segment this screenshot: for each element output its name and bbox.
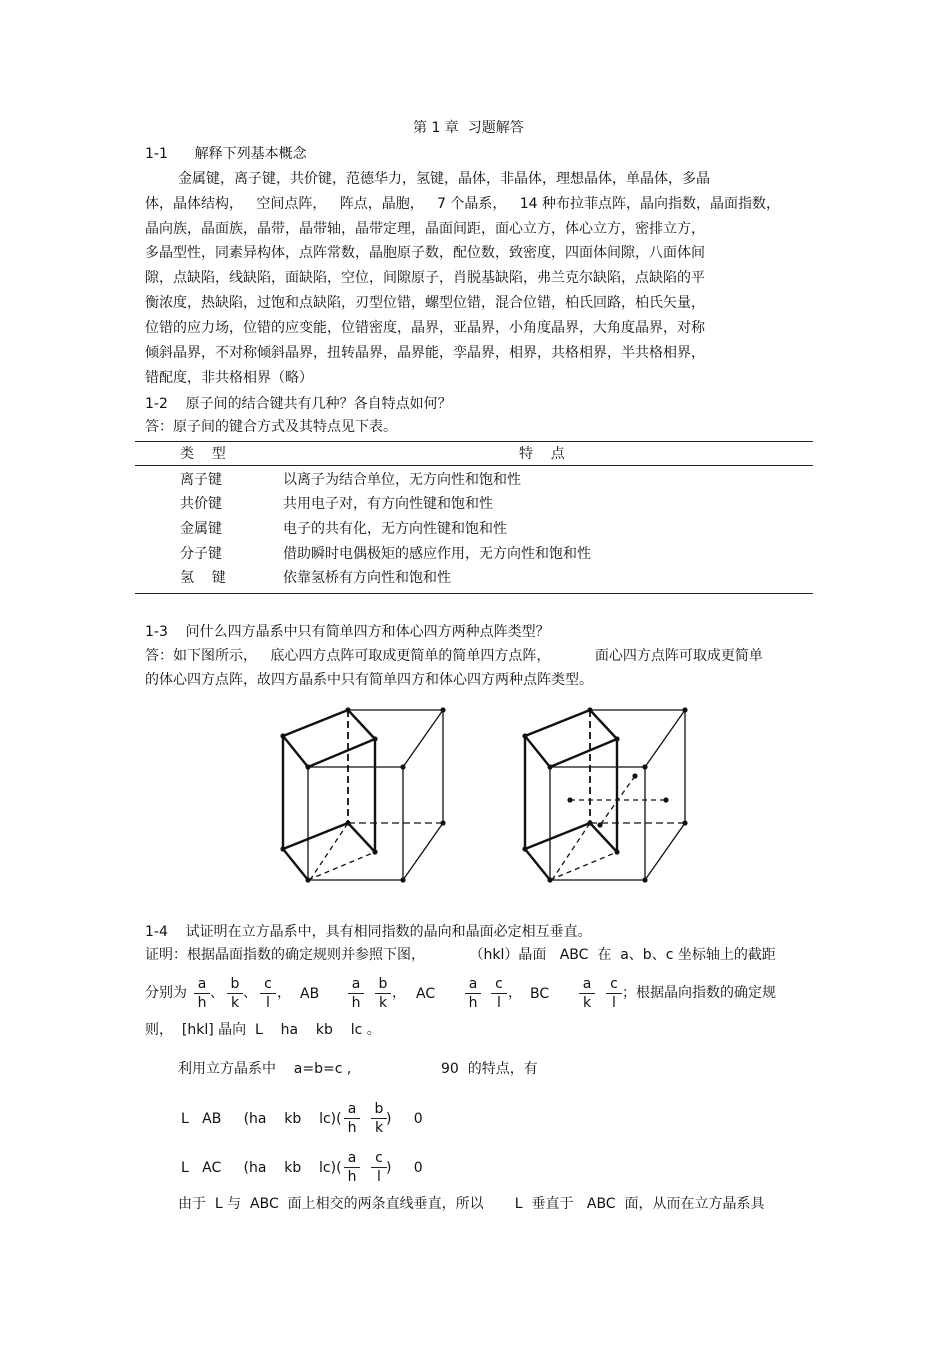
table-cell-feature: 借助瞬时电偶极矩的感应作用，无方向性和饱和性 xyxy=(283,546,591,562)
q3-answer-line: 的体心四方点阵，故四方晶系中只有简单四方和体心四方两种点阵类型。 xyxy=(145,672,593,688)
intercepts-prefix: 分别为 xyxy=(145,985,187,1001)
separator: ， xyxy=(392,985,406,1001)
table-cell-feature: 依靠氢桥有方向性和饱和性 xyxy=(283,570,451,586)
q2-answer: 答：原子间的键合方式及其特点见下表。 xyxy=(145,419,397,435)
q1-line: 隙，点缺陷，线缺陷，面缺陷，空位，间隙原子，肖脱基缺陷，弗兰克尔缺陷，点缺陷的平 xyxy=(145,270,705,286)
q3-answer-line: 答：如下图所示， 底心四方点阵可取成更简单的简单四方点阵， 面心四方点阵可取成更简单 xyxy=(145,648,763,664)
q1-line: 倾斜晶界，不对称倾斜晶界，扭转晶界，晶界能，孪晶界，相界，共格相界，半共格相界， xyxy=(145,345,705,361)
intercepts-suffix: ；根据晶向指数的确定规 xyxy=(622,985,776,1001)
fraction: c l xyxy=(260,977,276,1010)
cubic-condition-b: 90 的特点，有 xyxy=(441,1061,538,1077)
table-header-type: 类 型 xyxy=(180,446,226,462)
table-cell-feature: 以离子为结合单位，无方向性和饱和性 xyxy=(283,472,521,488)
equation-1-left: L AB (ha kb lc)( xyxy=(181,1111,342,1127)
fraction: a h xyxy=(465,977,481,1010)
equation-2-left: L AC (ha kb lc)( xyxy=(181,1160,342,1176)
fraction: a h xyxy=(348,977,364,1010)
q1-line: 衡浓度，热缺陷，过饱和点缺陷，刃型位错，螺型位错，混合位错，柏氏回路，柏氏矢量， xyxy=(145,295,705,311)
q1-line: 位错的应力场，位错的应变能，位错密度，晶界，亚晶界，小角度晶界，大角度晶界，对称 xyxy=(145,320,705,336)
table-cell-feature: 电子的共有化，无方向性键和饱和性 xyxy=(283,521,507,537)
fraction: c l xyxy=(371,1151,387,1184)
fraction: a h xyxy=(194,977,210,1010)
fraction: b k xyxy=(227,977,243,1010)
table-cell-type: 共价键 xyxy=(180,496,222,512)
separator: ， xyxy=(277,985,291,1001)
base-centered-tetragonal-figure xyxy=(270,700,450,890)
vector-ab-label: AB xyxy=(300,986,320,1002)
separator: 、 xyxy=(210,985,224,1001)
conclusion-line: 由于 L 与 ABC 面上相交的两条直线垂直，所以 L 垂直于 ABC 面，从而在立方晶系具 xyxy=(178,1196,765,1212)
table-cell-type: 氢 键 xyxy=(180,570,226,586)
fraction: a h xyxy=(344,1151,360,1184)
table-cell-type: 分子键 xyxy=(180,546,222,562)
separator: 、 xyxy=(243,985,257,1001)
fraction: a k xyxy=(579,977,595,1010)
cubic-condition-a: 利用立方晶系中 a=b=c , xyxy=(178,1061,352,1077)
direction-rule-line: 则， [hkl] 晶向 L ha kb lc 。 xyxy=(145,1022,381,1038)
vector-ac-label: AC xyxy=(416,986,436,1002)
separator: ， xyxy=(508,985,522,1001)
table-top-rule xyxy=(135,441,813,442)
q3-heading: 1-3 问什么四方晶系中只有简单四方和体心四方两种点阵类型？ xyxy=(145,624,550,640)
equation-2-right: ) 0 xyxy=(386,1160,423,1176)
equation-1-right: ) 0 xyxy=(386,1111,423,1127)
q1-line: 错配度，非共格相界（略） xyxy=(145,370,313,386)
fraction: c l xyxy=(606,977,622,1010)
q4-heading: 1-4 试证明在立方晶系中，具有相同指数的晶向和晶面必定相互垂直。 xyxy=(145,924,592,940)
q1-line: 金属键，离子键，共价键，范德华力，氢键，晶体，非晶体，理想晶体，单晶体，多晶 xyxy=(178,171,710,187)
q4-proof-line: 证明：根据晶面指数的确定规则并参照下图， （hkl）晶面 ABC 在 a、b、c 坐标轴上的截距 xyxy=(145,947,776,963)
fraction: b k xyxy=(371,1102,387,1135)
table-cell-type: 金属键 xyxy=(180,521,222,537)
fraction: b k xyxy=(375,977,391,1010)
q2-heading: 1-2 原子间的结合键共有几种？各自特点如何？ xyxy=(145,396,452,412)
face-centered-tetragonal-figure xyxy=(512,700,692,890)
table-cell-type: 离子键 xyxy=(180,472,222,488)
q1-line: 晶向族，晶面族，晶带，晶带轴，晶带定理，晶面间距，面心立方，体心立方，密排立方， xyxy=(145,221,705,237)
q1-heading: 1-1 解释下列基本概念 xyxy=(145,146,307,162)
table-bottom-rule xyxy=(135,593,813,594)
table-header-rule xyxy=(135,465,813,466)
q1-line: 多晶型性，同素异构体，点阵常数，晶胞原子数，配位数，致密度，四面体间隙，八面体间 xyxy=(145,245,705,261)
vector-bc-label: BC xyxy=(530,986,550,1002)
page-title: 第 1 章 习题解答 xyxy=(413,120,524,136)
table-header-feature: 特 点 xyxy=(519,446,565,462)
table-cell-feature: 共用电子对，有方向性键和饱和性 xyxy=(283,496,493,512)
fraction: c l xyxy=(491,977,507,1010)
q1-line: 体，晶体结构， 空间点阵， 阵点，晶胞， 7 个晶系， 14 种布拉菲点阵，晶向指数，晶面指数， xyxy=(145,196,781,212)
fraction: a h xyxy=(344,1102,360,1135)
